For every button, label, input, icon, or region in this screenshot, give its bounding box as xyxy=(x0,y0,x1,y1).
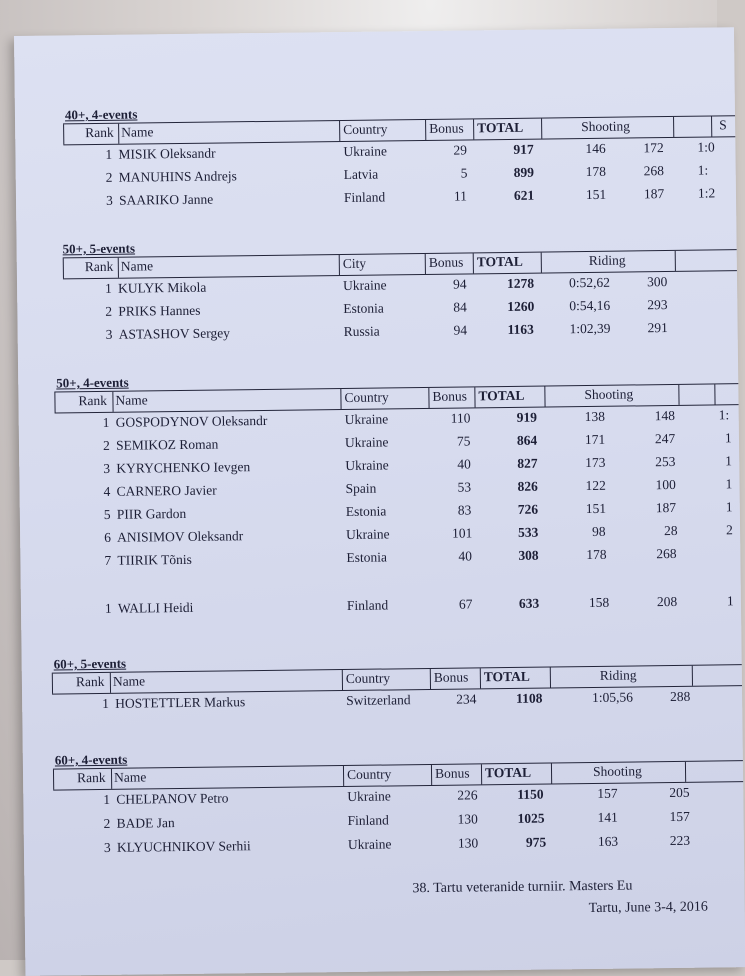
extra-cell: 1:0 xyxy=(697,139,714,155)
rank-cell: 1 xyxy=(102,696,109,712)
total-cell: 621 xyxy=(514,188,534,204)
header-name: Name xyxy=(114,769,146,785)
total-cell: 1025 xyxy=(518,811,545,827)
section-title: 50+, 5-events xyxy=(63,241,136,258)
event-value-cell: 178 xyxy=(586,547,606,563)
country-cell: Ukraine xyxy=(345,457,389,474)
country-cell: Estonia xyxy=(346,503,387,519)
points-cell: 172 xyxy=(643,140,663,156)
total-cell: 308 xyxy=(518,548,538,564)
event-value-cell: 122 xyxy=(585,478,605,494)
event-value-cell: 141 xyxy=(597,810,617,826)
table-header xyxy=(52,664,742,694)
header-event: Shooting xyxy=(584,386,633,403)
country-cell: Latvia xyxy=(344,167,379,183)
header-total: TOTAL xyxy=(484,669,530,686)
header-name: Name xyxy=(121,124,153,140)
points-cell: 148 xyxy=(655,408,675,424)
rank-cell: 6 xyxy=(104,530,111,546)
total-cell: 864 xyxy=(517,433,537,449)
header-rank: Rank xyxy=(85,125,114,141)
event-value-cell: 1:02,39 xyxy=(570,321,611,337)
bonus-cell: 53 xyxy=(457,479,471,495)
bonus-cell: 11 xyxy=(454,188,467,204)
event-value-cell: 171 xyxy=(585,432,605,448)
extra-cell: 2 xyxy=(726,522,733,538)
section-title: 50+, 4-events xyxy=(56,375,129,392)
table-header xyxy=(63,249,737,279)
table-header xyxy=(53,760,743,790)
rank-cell: 4 xyxy=(103,484,110,500)
points-cell: 205 xyxy=(669,785,689,801)
section-title: 40+, 4-events xyxy=(65,106,138,123)
extra-cell: 1 xyxy=(726,499,733,515)
extra-cell: 1 xyxy=(725,476,732,492)
bonus-cell: 226 xyxy=(457,787,477,803)
name-cell: KLYUCHNIKOV Serhii xyxy=(117,838,251,856)
name-cell: HOSTETTLER Markus xyxy=(115,694,245,712)
footer-line-2: Tartu, June 3-4, 2016 xyxy=(589,900,708,917)
event-value-cell: 163 xyxy=(598,834,618,850)
total-cell: 917 xyxy=(513,142,533,158)
bonus-cell: 110 xyxy=(451,410,471,426)
name-cell: MISIK Oleksandr xyxy=(118,146,215,163)
header-country: Country xyxy=(344,389,388,406)
header-city: City xyxy=(343,256,366,272)
rank-cell: 1 xyxy=(103,792,110,808)
points-cell: 157 xyxy=(669,809,689,825)
rank-cell: 1 xyxy=(105,147,112,163)
bonus-cell: 40 xyxy=(457,456,471,472)
country-cell: Estonia xyxy=(346,549,387,565)
name-cell: WALLI Heidi xyxy=(118,600,194,617)
name-cell: ANISIMOV Oleksandr xyxy=(117,528,243,546)
points-cell: 187 xyxy=(656,500,676,516)
header-total: TOTAL xyxy=(478,388,524,405)
total-cell: 1260 xyxy=(507,299,534,315)
event-value-cell: 0:54,16 xyxy=(569,298,610,314)
header-bonus: Bonus xyxy=(434,669,469,685)
total-cell: 1278 xyxy=(507,276,534,292)
event-value-cell: 146 xyxy=(585,141,605,157)
name-cell: MANUHINS Andrejs xyxy=(119,168,237,185)
rank-cell: 1 xyxy=(105,601,112,617)
points-cell: 100 xyxy=(655,477,675,493)
country-cell: Ukraine xyxy=(345,411,389,428)
header-extra: S xyxy=(719,117,727,133)
total-cell: 726 xyxy=(518,502,538,518)
name-cell: KULYK Mikola xyxy=(118,280,206,297)
header-total: TOTAL xyxy=(485,765,531,782)
total-cell: 899 xyxy=(514,165,534,181)
rank-cell: 2 xyxy=(104,816,111,832)
table-header xyxy=(63,115,735,145)
event-value-cell: 98 xyxy=(592,524,606,540)
bonus-cell: 67 xyxy=(459,596,473,612)
country-cell: Finland xyxy=(347,597,388,614)
header-name: Name xyxy=(115,392,147,408)
header-rank: Rank xyxy=(76,674,105,690)
bonus-cell: 130 xyxy=(458,835,478,851)
total-cell: 533 xyxy=(518,525,538,541)
event-value-cell: 138 xyxy=(585,409,605,425)
header-rank: Rank xyxy=(85,259,114,275)
points-cell: 268 xyxy=(644,163,664,179)
rank-cell: 2 xyxy=(106,170,113,186)
header-name: Name xyxy=(121,258,153,274)
event-value-cell: 0:52,62 xyxy=(569,275,610,291)
section-title: 60+, 5-events xyxy=(54,656,127,673)
points-cell: 300 xyxy=(647,274,667,290)
bonus-cell: 130 xyxy=(458,811,478,827)
country-cell: Ukraine xyxy=(346,526,390,543)
footer-line-1: 38. Tartu veteranide turniir. Masters Eu xyxy=(412,879,632,898)
country-cell: Finland xyxy=(348,812,389,829)
rank-cell: 7 xyxy=(104,553,111,569)
extra-cell: 1 xyxy=(725,430,732,446)
header-event: Riding xyxy=(600,667,637,683)
city-cell: Estonia xyxy=(343,301,384,317)
rank-cell: 2 xyxy=(103,438,110,454)
points-cell: 223 xyxy=(670,833,690,849)
header-bonus: Bonus xyxy=(429,255,464,271)
country-cell: Ukraine xyxy=(343,143,387,160)
bonus-cell: 75 xyxy=(457,433,471,449)
bonus-cell: 83 xyxy=(458,502,472,518)
name-cell: CHELPANOV Petro xyxy=(116,790,228,807)
points-cell: 291 xyxy=(648,320,668,336)
points-cell: 28 xyxy=(664,523,678,539)
event-value-cell: 151 xyxy=(586,501,606,517)
header-rank: Rank xyxy=(77,770,106,786)
points-cell: 293 xyxy=(647,297,667,313)
extra-cell: 1 xyxy=(727,593,734,609)
country-cell: Ukraine xyxy=(345,434,389,451)
event-value-cell: 157 xyxy=(597,786,617,802)
table-header xyxy=(54,383,738,413)
name-cell: PRIKS Hannes xyxy=(118,303,200,320)
country-cell: Spain xyxy=(345,481,376,497)
total-cell: 633 xyxy=(519,596,539,612)
country-cell: Switzerland xyxy=(346,692,411,709)
bonus-cell: 94 xyxy=(454,322,468,338)
points-cell: 187 xyxy=(644,186,664,202)
points-cell: 253 xyxy=(655,454,675,470)
name-cell: KYRYCHENKO Ievgen xyxy=(116,459,250,477)
points-cell: 247 xyxy=(655,431,675,447)
header-event: Shooting xyxy=(581,118,630,135)
city-cell: Ukraine xyxy=(343,277,387,294)
bonus-cell: 40 xyxy=(458,548,472,564)
header-bonus: Bonus xyxy=(435,765,470,781)
name-cell: SEMIKOZ Roman xyxy=(116,437,219,454)
total-cell: 827 xyxy=(517,456,537,472)
rank-cell: 3 xyxy=(106,193,113,209)
total-cell: 1108 xyxy=(516,691,542,707)
event-value-cell: 178 xyxy=(586,164,606,180)
name-cell: CARNERO Javier xyxy=(116,483,216,500)
country-cell: Ukraine xyxy=(347,788,391,805)
rank-cell: 5 xyxy=(104,507,111,523)
points-cell: 288 xyxy=(670,689,690,705)
name-cell: ASTASHOV Sergey xyxy=(119,325,230,342)
header-total: TOTAL xyxy=(477,254,523,271)
rank-cell: 3 xyxy=(103,461,110,477)
total-cell: 919 xyxy=(517,410,537,426)
header-name: Name xyxy=(113,673,145,689)
bonus-cell: 101 xyxy=(452,525,472,541)
rank-cell: 1 xyxy=(103,415,110,431)
country-cell: Ukraine xyxy=(348,836,392,853)
points-cell: 208 xyxy=(657,594,677,610)
name-cell: GOSPODYNOV Oleksandr xyxy=(116,413,268,431)
bonus-cell: 29 xyxy=(453,142,467,158)
total-cell: 1150 xyxy=(517,787,543,803)
header-bonus: Bonus xyxy=(429,121,464,137)
bonus-cell: 84 xyxy=(453,299,467,315)
section-title: 60+, 4-events xyxy=(55,752,128,769)
event-value-cell: 173 xyxy=(585,455,605,471)
extra-cell: 1:2 xyxy=(698,185,715,201)
header-event: Shooting xyxy=(593,763,642,780)
total-cell: 975 xyxy=(526,835,546,851)
name-cell: BADE Jan xyxy=(117,815,175,832)
total-cell: 826 xyxy=(517,479,537,495)
name-cell: PIIR Gardon xyxy=(117,506,187,523)
extra-cell: 1: xyxy=(698,163,709,179)
extra-cell: 1: xyxy=(719,407,730,423)
header-country: Country xyxy=(347,766,391,783)
event-value-cell: 158 xyxy=(589,595,609,611)
name-cell: TIIRIK Tõnis xyxy=(117,552,192,569)
country-cell: Finland xyxy=(344,189,385,206)
city-cell: Russia xyxy=(344,324,380,340)
header-total: TOTAL xyxy=(477,120,523,137)
event-value-cell: 151 xyxy=(586,187,606,203)
bonus-cell: 94 xyxy=(453,276,467,292)
header-rank: Rank xyxy=(78,393,107,409)
results-sheet xyxy=(14,27,745,976)
points-cell: 268 xyxy=(656,546,676,562)
bonus-cell: 5 xyxy=(461,165,468,181)
header-country: Country xyxy=(346,670,390,687)
header-event: Riding xyxy=(589,253,626,269)
rank-cell: 1 xyxy=(105,281,112,297)
rank-cell: 3 xyxy=(104,840,111,856)
extra-cell: 1 xyxy=(725,453,732,469)
header-country: Country xyxy=(343,121,387,138)
bonus-cell: 234 xyxy=(456,691,476,707)
name-cell: SAARIKO Janne xyxy=(119,192,213,209)
header-bonus: Bonus xyxy=(432,388,467,404)
event-value-cell: 1:05,56 xyxy=(592,689,633,705)
rank-cell: 2 xyxy=(105,304,112,320)
rank-cell: 3 xyxy=(106,327,113,343)
total-cell: 1163 xyxy=(508,322,534,338)
